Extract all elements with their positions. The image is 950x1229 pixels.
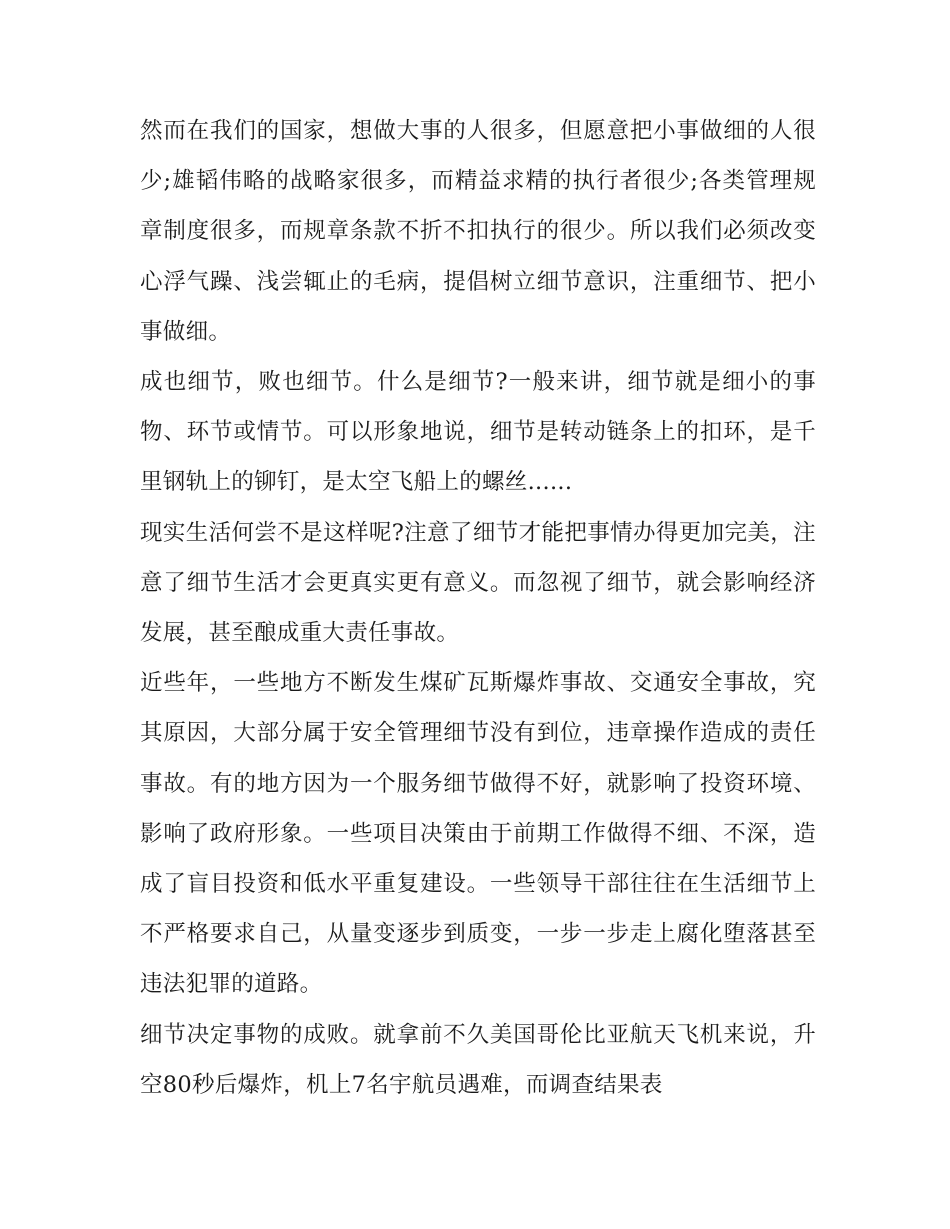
paragraph: 然而在我们的国家，想做大事的人很多，但愿意把小事做细的人很少;雄韬伟略的战略家很多，而精益求精的执行者很少;各类管理规章制度很多，而规章条款不折不扣执行的很少。所以我们必须改变心浮气躁、浅尝辄止的毛病，提倡树立细节意识，注重细节、把小事做细。 <box>140 118 816 345</box>
document-body <box>140 106 816 1110</box>
paragraph: 细节决定事物的成败。就拿前不久美国哥伦比亚航天飞机来说，升空80秒后爆炸，机上7名宇航员遇难，而调查结果表 <box>140 1021 816 1098</box>
paragraph: 现实生活何尝不是这样呢?注意了细节才能把事情办得更加完美，注意了细节生活才会更真实更有意义。而忽视了细节，就会影响经济发展，甚至酿成重大责任事故。 <box>140 519 816 647</box>
paragraph: 近些年，一些地方不断发生煤矿瓦斯爆炸事故、交通安全事故，究其原因，大部分属于安全管理细节没有到位，违章操作造成的责任事故。有的地方因为一个服务细节做得不好，就影响了投资环境、影响了政府形象。一些项目决策由于前期工作做得不细、不深，造成了盲目投资和低水平重复建设。一些领导干部往往在生活细节上不严格要求自己，从量变逐步到质变，一步一步走上腐化堕落甚至违法犯罪的道路。 <box>140 670 816 998</box>
paragraph: 成也细节，败也细节。什么是细节?一般来讲，细节就是细小的事物、环节或情节。可以形象地说，细节是转动链条上的扣环，是千里钢轨上的铆钉，是太空飞船上的螺丝...... <box>140 369 816 496</box>
